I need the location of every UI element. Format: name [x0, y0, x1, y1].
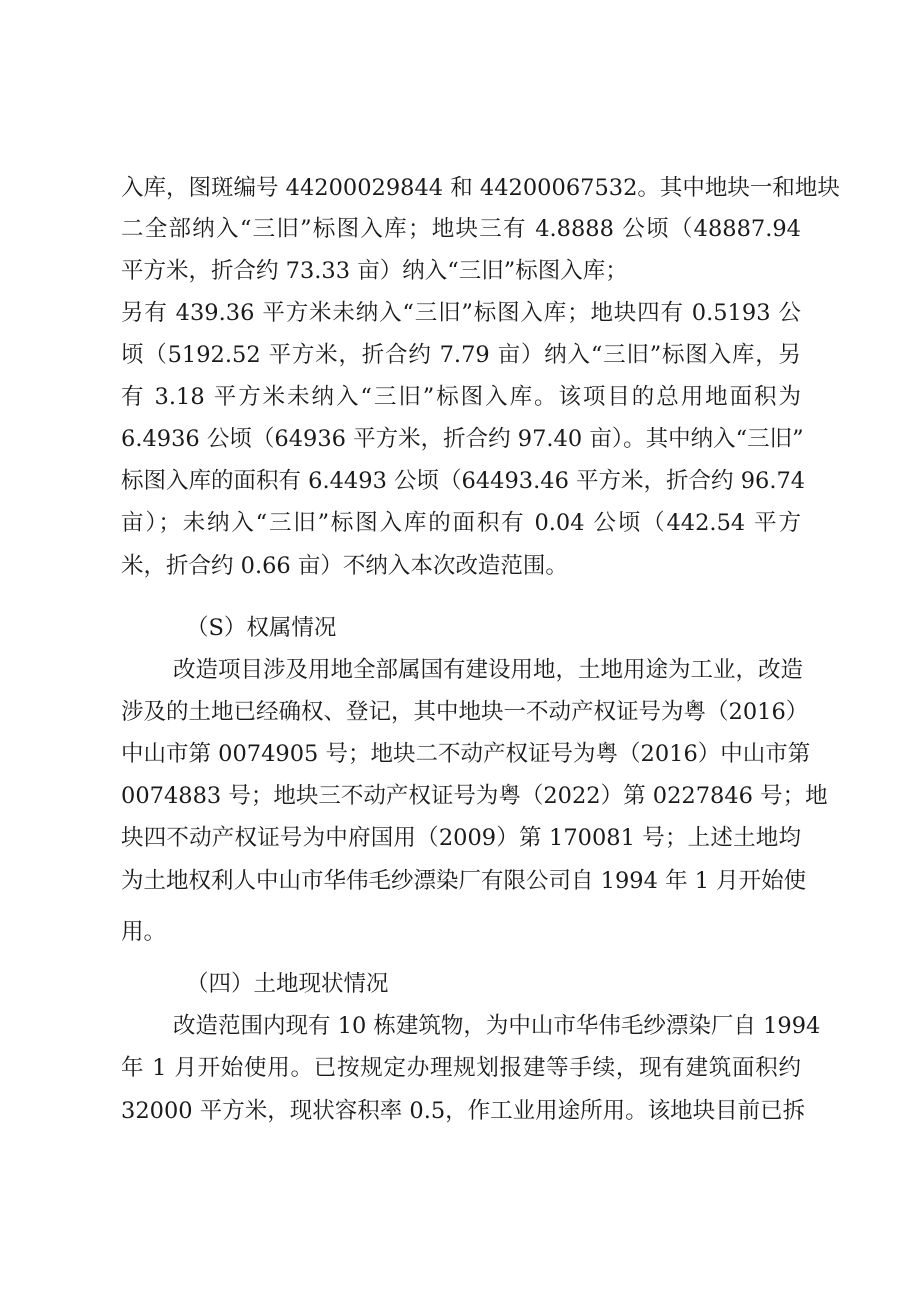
text-line: 顷（5192.52 平方米，折合约 7.79 亩）纳入“三旧”标图入库，另 [121, 342, 801, 368]
text-line: 用。 [121, 919, 167, 945]
section-heading-land-status: （四）土地现状情况 [186, 971, 389, 997]
text-line: 中山市第 0074905 号；地块二不动产权证号为粤（2016）中山市第 [121, 741, 811, 767]
text-line: 6.4936 公顷（64936 平方米，折合约 97.40 亩）。其中纳入“三旧” [121, 426, 804, 452]
text-line: 入库，图斑编号 44200029844 和 44200067532。其中地块一和地块 [121, 175, 840, 201]
text-line: 0074883 号；地块三不动产权证号为粤（2022）第 0227846 号；地 [121, 783, 828, 809]
text-line: 涉及的土地已经确权、登记，其中地块一不动产权证号为粤（2016） [121, 699, 809, 725]
text-line: 块四不动产权证号为中府国用（2009）第 170081 号；上述土地均 [121, 825, 801, 851]
text-line: 32000 平方米，现状容积率 0.5，作工业用途所用。该地块目前已拆 [121, 1098, 806, 1124]
text-line: 为土地权利人中山市华伟毛纱漂染厂有限公司自 1994 年 1 月开始使 [121, 868, 807, 894]
section-heading-ownership: （S）权属情况 [186, 615, 337, 641]
text-line: 改造范围内现有 10 栋建筑物，为中山市华伟毛纱漂染厂自 1994 [173, 1013, 821, 1039]
text-line: 有 3.18 平方米未纳入“三旧”标图入库。该项目的总用地面积为 [121, 384, 801, 410]
text-line: 米，折合约 0.66 亩）不纳入本次改造范围。 [121, 553, 568, 579]
text-line: 亩）；未纳入“三旧”标图入库的面积有 0.04 公顷（442.54 平方 [121, 510, 801, 536]
text-line: 标图入库的面积有 6.4493 公顷（64493.46 平方米，折合约 96.74 [121, 468, 806, 494]
text-line: 平方米，折合约 73.33 亩）纳入“三旧”标图入库； [121, 258, 628, 284]
text-line: 另有 439.36 平方米未纳入“三旧”标图入库；地块四有 0.5193 公 [121, 300, 801, 326]
text-line: 年 1 月开始使用。已按规定办理规划报建等手续，现有建筑面积约 [121, 1055, 801, 1081]
text-line: 改造项目涉及用地全部属国有建设用地，土地用途为工业，改造 [173, 657, 804, 683]
text-line: 二全部纳入“三旧”标图入库；地块三有 4.8888 公顷（48887.94 [121, 216, 801, 242]
